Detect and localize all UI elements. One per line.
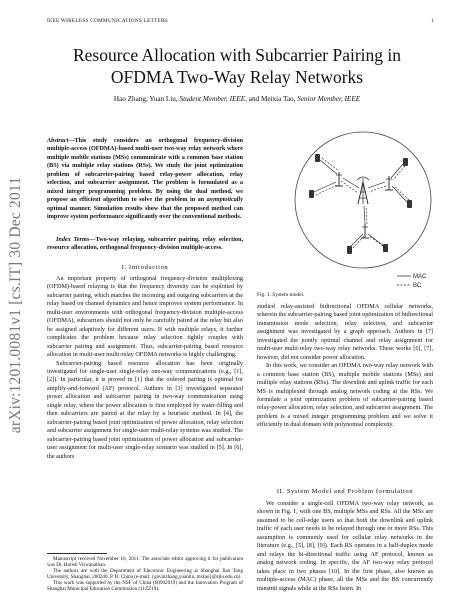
footnote-rule [47, 553, 107, 554]
right-paragraph-2: In this work, we consider an OFDMA two-way relay network with a common base station (BS), multiple mobile stations (MSs) and multiple relay stations (RSs). The downlink and uplink traffic for each MS is multiplexed through analog network coding at the RSs. We formulate a joint optimization problem of subcarrier-pairing based relay-power allocation, relay selection, and subcarrier assignment. The problem is a mixed integer programming problem and we solve it efficiently in dual domain with polynomial complexity. [257, 362, 433, 429]
base-station-icon [357, 177, 369, 204]
legend-mac-label: MAC [413, 274, 427, 280]
footnote-affiliation: The authors are with the Department of Electronic Engineering at Shanghai Jiao Tong University, Shanghai, 200240, P. R. China (e-mail: {gavinzhang,yuanliu, mxtao}@sjtu.edu.cn). [47, 568, 243, 581]
author-names: Hao Zhang, Yuan Liu, [113, 95, 180, 103]
intro-paragraph-2: Subcarrier-pairing based resource allocation has been originally investigated for single-user single-relay one-way communications (e.g., [1], [2]). In particular, it is proved in [1] that the ordered pairing is optimal for amplify-and-forward (AF) protocol. Authors in [3] investigated separated power allocation and subcarrier pairing in two-way communication using single relay, where the power allocation is first employed by water-filling and then subcarriers are paired at the relay by a heuristic method. In [4], the subcarrier-pairing based joint optimization of power allocation, relay selection and subcarrier assignment for single-user multi-relay systems was studied. The subcarrier-pairing based joint optimization of power allocation and subcarrier-user assignment for multi-user single-relay scenario was studied in [5]. In [6], the authors [47, 359, 243, 460]
mobile-station-icon [309, 190, 314, 198]
figure-legend [397, 274, 427, 289]
footnote-funding: This work was supported by the NSF of China (60902019) and the Innovation Program of Shanghai Municipal Education Commission (11ZZ19). [47, 580, 243, 593]
arxiv-id: arXiv:1201.0081v1 [cs.IT] 30 Dec 2011 [7, 176, 24, 434]
index-terms-text: —Two-way relaying, subcarrier pairing, relay selection, resource allocation, orthogonal frequency-division multiple-access. [47, 236, 243, 252]
footnote-manuscript: Manuscript received November 16, 2011. The associate editor approving it for publication was Dr. Harish Viswanathan. [47, 556, 243, 569]
index-terms-label: Index Terms [56, 236, 90, 243]
abstract-text-end: optimal manner. Simulation results show that the proposed method can improve system performance significantly over the conventional methods. [47, 204, 243, 221]
section-heading-introduction: I. Introduction [121, 264, 169, 271]
paper-title-line-1: Resource Allocation with Subcarrier Pairing in [72, 45, 402, 65]
system-model-figure [285, 128, 445, 298]
mac-links [314, 160, 407, 246]
author-list [40, 95, 434, 103]
system-model-body [257, 500, 433, 593]
mobile-station-icon [403, 158, 408, 166]
mobile-station-icon [347, 246, 352, 254]
abstract-emphasis: asymptotically [206, 196, 243, 204]
abstract-label: Abstract [47, 137, 69, 144]
system-model-paragraph-1: We consider a single-cell OFDMA two-way relay network, as shown in Fig. 1, with one BS, multiple MSs and RSs. All the MSs are assumed to be cell-edge users so that both the downlink and uplink traffic of each user needs to be relayed through one or more RSs. This assumption is commonly used for cellular relay networks in the literature (e.g., [5], [8], [9]). Each RS operates in a half-duplex mode and relays the bi-directional traffic using AF protocol, known as analog network coding. In specific, the AF two-way relay protocol takes place in two phases [10]. In the first phase, also known as multiple-access (MAC) phase, all the MSs and the BS concurrently transmit signals while at the RSs listen. In [257, 500, 433, 592]
footnotes [47, 556, 243, 593]
right-column-body [257, 303, 433, 430]
abstract-text: —This study considers an orthogonal frequency-division multiple-access (OFDMA)-based multi-user two-way relay network where multiple mobile stations (MSs) communicate with a common base station (BS) via multiple relay stations (RSs). We study the joint optimization problem of subcarrier-pairing based relay-power allocation, relay selection, and subcarrier assignment. The problem is formulated as a mixed integer programming problem. By using the dual method, we propose an efficient algorithm to solve the problem in an [47, 137, 243, 204]
figure-caption: Fig. 1. System model. [257, 292, 305, 298]
running-header: IEEE WIRELESS COMMUNICATIONS LETTERS [47, 18, 168, 24]
paper-title-line-2: OFDMA Two-Way Relay Networks [110, 67, 364, 87]
arxiv-stamp [3, 170, 29, 440]
intro-paragraph-1: An important property of orthogonal frequency-division multiplexing (OFDM)-based relaying is that the frequency diversity can be exploited by subcarrier pairing, which matches the incoming and outgoing subcarriers at the relay based on channel dynamics and hence improves system performance. In multi-user environments with orthogonal frequency-division multiple-access (OFDMA), subcarriers should not only be carefully paired at the relay but also be assigned adaptively for different users. If with multiple relays, it further complicates the problem because relay selection tightly couples with subcarrier pairing and assignment. Thus, subcarrier-pairing based resource allocation in multi-user multi-relay OFDMA networks is highly challenging. [47, 275, 243, 359]
author-role-2: Senior Member, IEEE [297, 95, 361, 103]
mobile-station-icon [315, 154, 320, 162]
right-paragraph-1: studied relay-assisted bidirectional OFDMA cellular networks, wherein the subcarrier-pairing based joint optimization of bidirectional transmission mode selection, relay selection, and subcarrier assignment was investigated by a graph approach. Authors in [7] investigated the jointly optimal channel and relay assignment for multi-user multi-relay two-way relay networks. These works [6], [7], however, did not consider power allocation. [257, 303, 433, 361]
legend-bc-label: BC [413, 283, 422, 289]
section-heading-system-model: II. System Model and Problem formulation [276, 488, 414, 495]
author-role-1: Student Member, IEEE [179, 95, 246, 103]
relay-station-icon [385, 176, 393, 190]
page-number: 1 [431, 18, 434, 24]
author-names-2: , and Meixia Tao, [245, 95, 298, 103]
index-terms [47, 236, 243, 253]
relay-station-icon [361, 224, 369, 238]
introduction-body [47, 275, 243, 461]
mobile-station-icon [407, 200, 412, 208]
relay-station-icon [335, 172, 343, 186]
abstract [47, 137, 243, 222]
